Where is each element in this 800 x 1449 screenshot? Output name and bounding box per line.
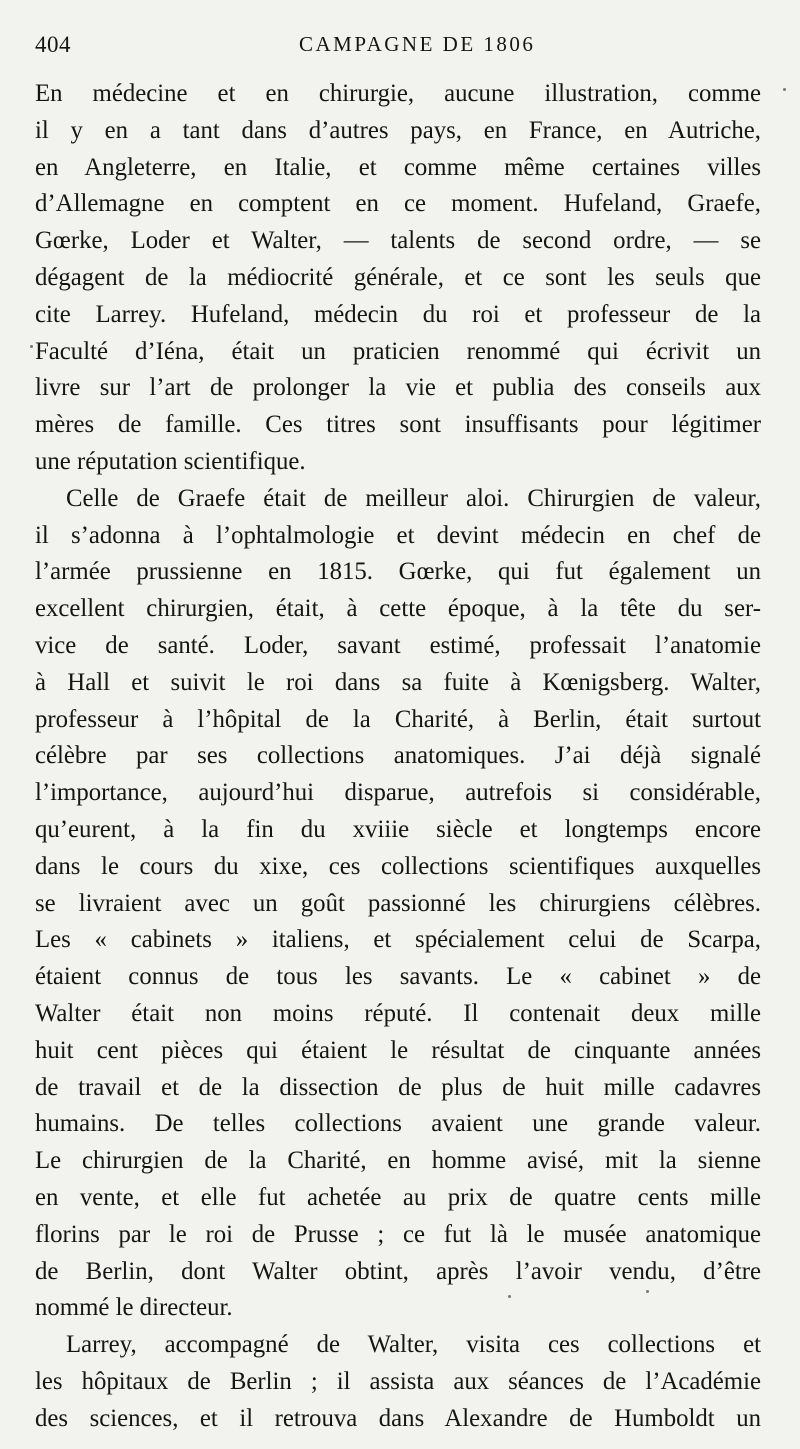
page-header	[30, 28, 770, 64]
text-line: Walter était non moins réputé. Il contenait deux mille	[35, 999, 761, 1027]
text-line: célèbre par ses collections anatomiques. J’ai déjà signalé	[35, 742, 761, 770]
text-line: il s’adonna à l’ophtalmologie et devint médecin en chef de	[35, 521, 761, 549]
text-line: de travail et de la dissection de plus de huit mille cadavres	[35, 1073, 761, 1101]
running-head: CAMPAGNE DE 1806	[299, 32, 536, 56]
text-line: l’armée prussienne en 1815. Gœrke, qui fut également un	[35, 558, 761, 586]
text-line: d’Allemagne en comptent en ce moment. Hufeland, Graefe,	[35, 190, 761, 218]
text-line: une réputation scientifique.	[35, 447, 306, 475]
text-line: Gœrke, Loder et Walter, — talents de second ordre, — se	[35, 227, 761, 255]
text-line: nommé le directeur.	[35, 1294, 233, 1322]
paragraph	[35, 1327, 761, 1437]
text-line: en Angleterre, en Italie, et comme même certaines villes	[35, 153, 761, 181]
text-line: florins par le roi de Prusse ; ce fut là le musée anatomique	[35, 1220, 761, 1248]
text-line: qu’eurent, à la fin du xviiie siècle et longtemps encore	[35, 815, 761, 843]
text-line: Larrey, accompagné de Walter, visita ces collections et	[66, 1331, 761, 1359]
text-line: des sciences, et il retrouva dans Alexandre de Humboldt un	[35, 1404, 761, 1432]
text-line: dans le cours du xixe, ces collections scientifiques auxquelles	[35, 852, 761, 880]
paragraph	[35, 481, 761, 1327]
text-line: livre sur l’art de prolonger la vie et publia des conseils aux	[35, 374, 761, 402]
text-line: étaient connus de tous les savants. Le « cabinet » de	[35, 963, 761, 991]
text-line: en vente, et elle fut achetée au prix de quatre cents mille	[35, 1183, 761, 1211]
text-line: Le chirurgien de la Charité, en homme avisé, mit la sienne	[35, 1147, 761, 1175]
text-line: il y en a tant dans d’autres pays, en France, en Autriche,	[35, 116, 761, 144]
text-line: dégagent de la médiocrité générale, et ce sont les seuls que	[35, 263, 761, 291]
text-line: En médecine et en chirurgie, aucune illustration, comme	[35, 80, 761, 107]
text-line: professeur à l’hôpital de la Charité, à Berlin, était surtout	[35, 705, 761, 733]
text-line: Celle de Graefe était de meilleur aloi. Chirurgien de valeur,	[66, 484, 761, 512]
text-line: Les « cabinets » italiens, et spécialement celui de Scarpa,	[35, 926, 761, 954]
text-line: Faculté d’Iéna, était un praticien renommé qui écrivit un	[35, 337, 761, 365]
paragraph	[35, 76, 761, 481]
text-line: humains. De telles collections avaient une grande valeur.	[35, 1110, 761, 1138]
text-line: huit cent pièces qui étaient le résultat de cinquante années	[35, 1036, 761, 1064]
paper-speck	[508, 1295, 511, 1298]
paper-speck	[646, 1290, 649, 1293]
page-number: 404	[35, 32, 71, 57]
text-line: vice de santé. Loder, savant estimé, professait l’anatomie	[35, 631, 761, 659]
text-line: les hôpitaux de Berlin ; il assista aux séances de l’Académie	[35, 1367, 761, 1395]
paper-speck	[30, 345, 33, 348]
body-text	[35, 76, 761, 1437]
text-line: excellent chirurgien, était, à cette époque, à la tête du ser-	[35, 595, 761, 623]
text-line: mères de famille. Ces titres sont insuffisants pour légitimer	[35, 411, 761, 439]
text-line: à Hall et suivit le roi dans sa fuite à Kœnigsberg. Walter,	[35, 668, 761, 696]
text-line: cite Larrey. Hufeland, médecin du roi et professeur de la	[35, 300, 761, 328]
text-line: se livraient avec un goût passionné les chirurgiens célèbres.	[35, 889, 761, 917]
text-line: l’importance, aujourd’hui disparue, autrefois si considérable,	[35, 779, 761, 807]
text-line: de Berlin, dont Walter obtint, après l’avoir vendu, d’être	[35, 1257, 761, 1285]
paper-speck	[783, 88, 786, 91]
